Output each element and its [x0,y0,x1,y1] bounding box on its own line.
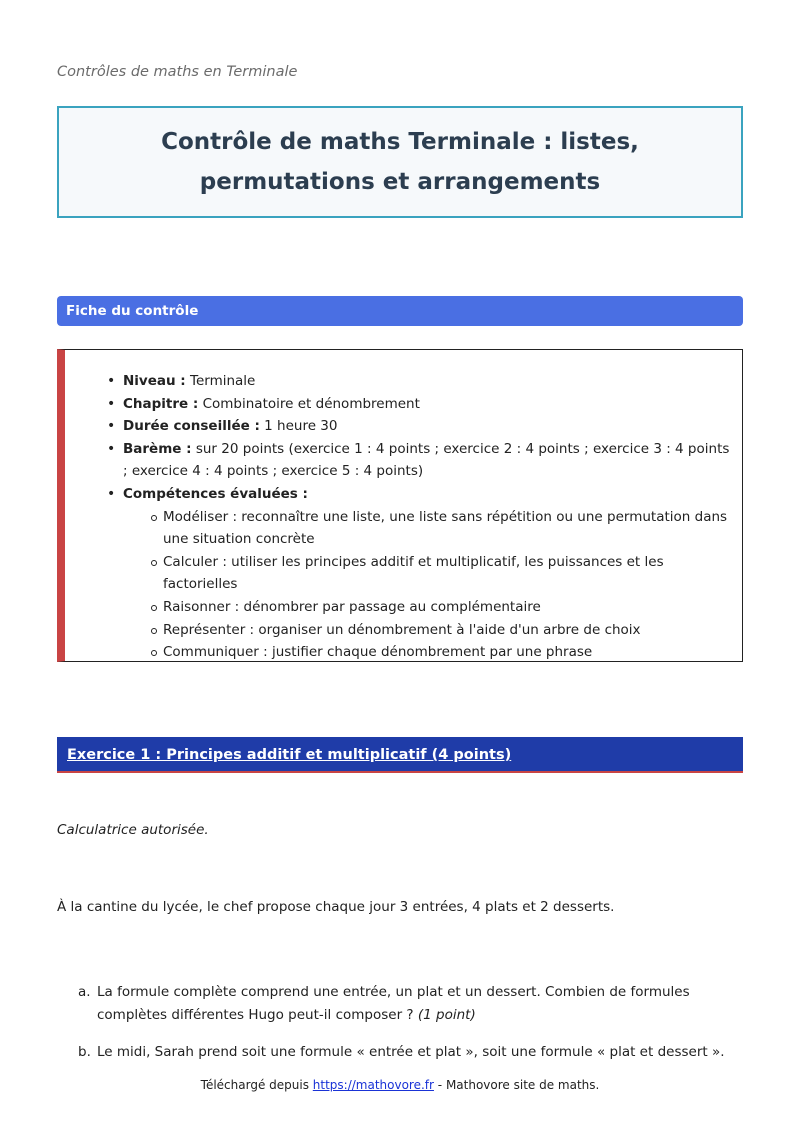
fiche-item-duree [115,415,735,438]
question-item [57,1041,743,1064]
exercise1-heading[interactable]: Exercice 1 : Principes additif et multiplicatif (4 points) [67,747,512,763]
fiche-box [57,349,743,662]
bareme-value: sur 20 points (exercice 1 : 4 points ; exercice 2 : 4 points ; exercice 3 : 4 points ; exercice 4 : 4 points ; exercice 5 : 4 points) [123,440,730,480]
fiche-item-chapitre [115,393,735,416]
question-points: (1 point) [417,1006,476,1023]
fiche-list [115,370,735,664]
competence-item: Calculer : utiliser les principes additif et multiplicatif, les puissances et les factorielles [163,551,735,596]
exercise1-heading-bar [57,737,743,773]
competences-list [123,506,735,664]
calculator-note: Calculatrice autorisée. [57,822,209,838]
fiche-item-bareme [115,438,735,483]
question-marker: a. [78,984,91,1000]
question-item [57,981,743,1026]
competence-item: Communiquer : justifier chaque dénombrement par une phrase [163,641,735,664]
fiche-item-competences [115,483,735,664]
niveau-value: Terminale [190,373,256,389]
title-box [57,106,743,218]
competence-item: Raisonner : dénombrer par passage au complémentaire [163,596,735,619]
footer-link[interactable]: https://mathovore.fr [312,1078,434,1092]
exercise1-intro: À la cantine du lycée, le chef propose chaque jour 3 entrées, 4 plats et 2 desserts. [57,899,615,915]
bareme-label: Barème : [123,440,192,457]
question-text: Le midi, Sarah prend soit une formule « entrée et plat », soit une formule « plat et dessert ». [97,1044,725,1061]
question-marker: b. [78,1044,91,1061]
running-header: Contrôles de maths en Terminale [57,64,298,80]
duree-label: Durée conseillée : [123,418,260,435]
fiche-heading: Fiche du contrôle [57,296,743,326]
footer-prefix: Téléchargé depuis [200,1078,309,1092]
exercise1-questions [57,981,743,1064]
competences-label: Compétences évaluées : [123,485,308,502]
page-title: Contrôle de maths Terminale : listes, permutations et arrangements [161,129,639,195]
fiche-item-niveau [115,370,735,393]
competence-item: Modéliser : reconnaître une liste, une liste sans répétition ou une permutation dans une situation concrète [163,506,735,551]
page-footer [0,1078,800,1092]
competence-item: Représenter : organiser un dénombrement à l'aide d'un arbre de choix [163,619,735,642]
chapitre-label: Chapitre : [123,395,199,412]
niveau-label: Niveau : [123,373,186,389]
duree-value: 1 heure 30 [264,418,338,435]
footer-suffix: - Mathovore site de maths. [437,1078,600,1092]
question-text: La formule complète comprend une entrée, un plat et un dessert. Combien de formules complètes différentes Hugo peut-il composer ? [97,984,690,1023]
chapitre-value: Combinatoire et dénombrement [202,395,420,412]
